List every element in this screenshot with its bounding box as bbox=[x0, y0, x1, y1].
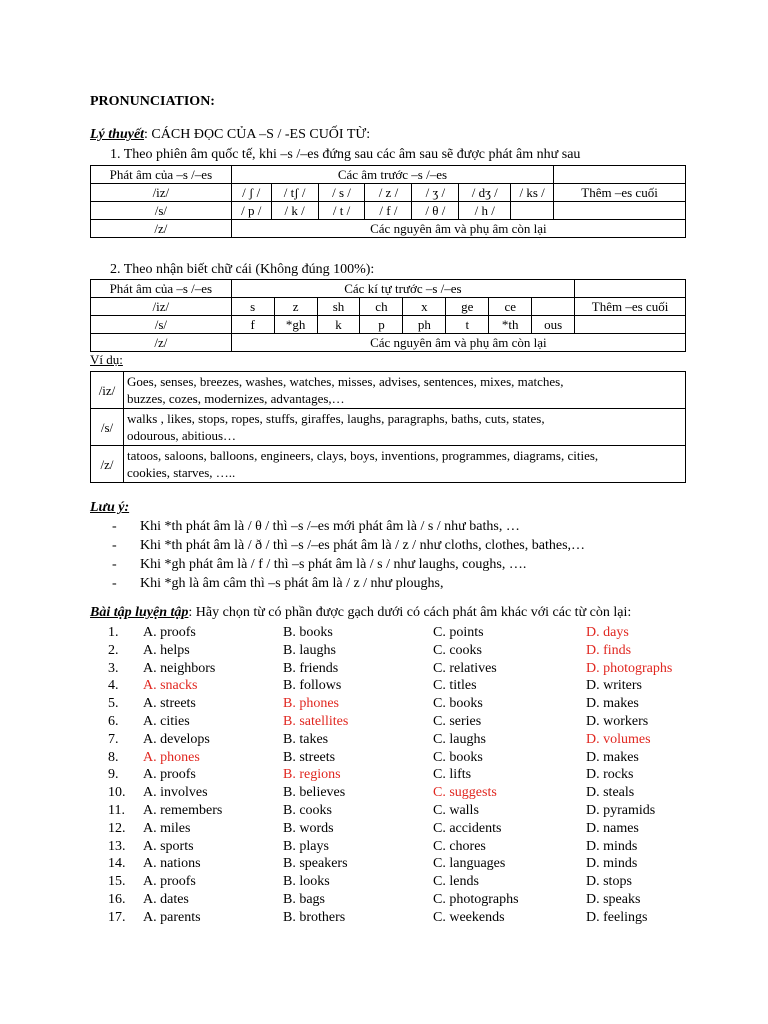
option-a: A. cities bbox=[143, 713, 190, 729]
question-number: 1. bbox=[108, 625, 119, 640]
option-b: B. brothers bbox=[283, 909, 346, 925]
option-b: B. believes bbox=[283, 785, 346, 801]
examples-table bbox=[90, 371, 686, 483]
question-number: 6. bbox=[108, 713, 119, 729]
exercise-instructions: : Hãy chọn từ có phần được gạch dưới có cách phát âm khác với các từ còn lại: bbox=[188, 605, 632, 620]
option-a: A. nations bbox=[143, 856, 201, 872]
question-list bbox=[90, 624, 710, 927]
theory-text: : CÁCH ĐỌC CỦA –S / -ES CUỐI TỪ: bbox=[144, 127, 371, 142]
question-row bbox=[90, 891, 710, 909]
question-row bbox=[90, 802, 710, 820]
question-row bbox=[90, 642, 710, 660]
question-number: 15. bbox=[108, 874, 126, 890]
letters-row-iz: /iz/ s z sh ch x ge ce Thêm –es cuối bbox=[91, 298, 686, 316]
question-row bbox=[90, 695, 710, 713]
option-d: D. photographs bbox=[586, 660, 673, 676]
option-a: A. proofs bbox=[143, 767, 196, 783]
note-item: - Khi *th phát âm là / θ / thì –s /–es mới phát âm là / s / như baths, … bbox=[112, 519, 520, 534]
option-a: A. snacks bbox=[143, 678, 198, 694]
ipa-header-right: Các âm trước –s /–es bbox=[231, 166, 553, 184]
question-number: 4. bbox=[108, 678, 119, 694]
question-number: 10. bbox=[108, 785, 126, 801]
question-row bbox=[90, 855, 710, 873]
example-row-s: /s/ walks , likes, stops, ropes, stuffs, giraffes, laughs, paragraphs, baths, cuts, states, odourous, abitious… bbox=[91, 409, 686, 446]
section-1-heading: 1. Theo phiên âm quốc tế, khi –s /–es đứng sau các âm sau sẽ được phát âm như sau bbox=[110, 147, 581, 162]
question-number: 11. bbox=[108, 802, 125, 818]
option-b: B. looks bbox=[283, 874, 330, 890]
option-b: B. takes bbox=[283, 731, 329, 747]
option-d: D. writers bbox=[586, 678, 642, 694]
question-number: 5. bbox=[108, 696, 119, 712]
question-number: 16. bbox=[108, 891, 126, 907]
letters-table bbox=[90, 279, 686, 352]
option-a: A. parents bbox=[143, 909, 201, 925]
note-item: - Khi *gh phát âm là / f / thì –s phát âm là / s / như laughs, coughs, …. bbox=[112, 557, 527, 572]
option-d: D. makes bbox=[586, 749, 639, 765]
example-label: Ví dụ: bbox=[90, 352, 123, 367]
option-b: B. books bbox=[283, 625, 333, 640]
option-a: A. proofs bbox=[143, 625, 196, 640]
question-number: 14. bbox=[108, 856, 126, 872]
question-row bbox=[90, 873, 710, 891]
question-row bbox=[90, 677, 710, 695]
question-number: 9. bbox=[108, 767, 119, 783]
option-b: B. words bbox=[283, 820, 334, 836]
option-d: D. pyramids bbox=[586, 802, 656, 818]
option-d: D. feelings bbox=[586, 909, 648, 925]
ipa-row-s: /s/ / p / / k / / t / / f / / θ / / h / bbox=[91, 202, 686, 220]
question-row bbox=[90, 766, 710, 784]
option-c: C. languages bbox=[433, 856, 506, 872]
letters-row-z: /z/ Các nguyên âm và phụ âm còn lại bbox=[91, 334, 686, 352]
option-b: B. laughs bbox=[283, 642, 336, 658]
option-d: D. stops bbox=[586, 874, 632, 890]
option-b: B. cooks bbox=[283, 802, 332, 818]
question-number: 8. bbox=[108, 749, 119, 765]
option-c: C. lends bbox=[433, 874, 479, 890]
question-row bbox=[90, 624, 710, 642]
section-2-heading: 2. Theo nhận biết chữ cái (Không đúng 100%): bbox=[110, 262, 375, 277]
option-c: C. cooks bbox=[433, 642, 482, 658]
exercise-label: Bài tập luyện tập bbox=[90, 605, 189, 620]
question-number: 17. bbox=[108, 909, 126, 925]
option-d: D. finds bbox=[586, 642, 632, 658]
option-c: C. weekends bbox=[433, 909, 505, 925]
exercise-heading bbox=[90, 605, 631, 621]
question-row bbox=[90, 909, 710, 927]
option-b: B. satellites bbox=[283, 713, 349, 729]
option-c: C. lifts bbox=[433, 767, 472, 783]
note-item: - Khi *gh là âm câm thì –s phát âm là / z / như ploughs, bbox=[112, 576, 444, 591]
letters-row-s: /s/ f *gh k p ph t *th ous bbox=[91, 316, 686, 334]
option-c: C. suggests bbox=[433, 785, 497, 801]
option-c: C. photographs bbox=[433, 891, 519, 907]
ipa-row-z: /z/ Các nguyên âm và phụ âm còn lại bbox=[91, 220, 686, 238]
example-row-z: /z/ tatoos, saloons, balloons, engineers, clays, boys, inventions, programmes, diagrams, cities, cookies, starves, ….. bbox=[91, 446, 686, 483]
ipa-header-left: Phát âm của –s /–es bbox=[91, 166, 232, 184]
option-a: A. phones bbox=[143, 749, 200, 765]
option-d: D. minds bbox=[586, 838, 638, 854]
option-d: D. speaks bbox=[586, 891, 641, 907]
note-item: - Khi *th phát âm là / ð / thì –s /–es phát âm là / z / như cloths, clothes, bathes,… bbox=[112, 538, 586, 553]
option-b: B. friends bbox=[283, 660, 339, 676]
option-d: D. steals bbox=[586, 785, 635, 801]
question-row bbox=[90, 660, 710, 678]
option-c: C. laughs bbox=[433, 731, 486, 747]
option-b: B. phones bbox=[283, 696, 339, 712]
notes-list bbox=[112, 517, 585, 593]
option-b: B. follows bbox=[283, 678, 342, 694]
option-c: C. walls bbox=[433, 802, 479, 818]
option-a: A. dates bbox=[143, 891, 189, 907]
letters-header-right: Các kí tự trước –s /–es bbox=[231, 280, 574, 298]
option-b: B. bags bbox=[283, 891, 325, 907]
option-a: A. sports bbox=[143, 838, 194, 854]
page-title: PRONUNCIATION: bbox=[90, 94, 215, 109]
option-a: A. remembers bbox=[143, 802, 223, 818]
question-number: 7. bbox=[108, 731, 119, 747]
option-a: A. neighbors bbox=[143, 660, 216, 676]
option-b: B. speakers bbox=[283, 856, 348, 872]
option-b: B. streets bbox=[283, 749, 336, 765]
question-number: 12. bbox=[108, 820, 126, 836]
option-c: C. books bbox=[433, 696, 483, 712]
option-c: C. series bbox=[433, 713, 482, 729]
ipa-row-iz: /iz/ / ʃ / / tʃ / / s / / z / / ʒ / / dʒ / / ks / Thêm –es cuối bbox=[91, 184, 686, 202]
question-row bbox=[90, 749, 710, 767]
option-d: D. minds bbox=[586, 856, 638, 872]
option-d: D. makes bbox=[586, 696, 639, 712]
question-row bbox=[90, 713, 710, 731]
option-c: C. accidents bbox=[433, 820, 502, 836]
option-d: D. workers bbox=[586, 713, 649, 729]
question-row bbox=[90, 838, 710, 856]
option-c: C. titles bbox=[433, 678, 477, 694]
question-number: 2. bbox=[108, 642, 119, 658]
letters-header-left: Phát âm của –s /–es bbox=[91, 280, 232, 298]
option-a: A. develops bbox=[143, 731, 210, 747]
option-b: B. plays bbox=[283, 838, 329, 854]
question-row bbox=[90, 784, 710, 802]
question-row bbox=[90, 731, 710, 749]
option-a: A. proofs bbox=[143, 874, 196, 890]
example-row-iz: /iz/ Goes, senses, breezes, washes, watches, misses, advises, sentences, mixes, matches, buzzes, cozes, modernizes, advantages,… bbox=[91, 372, 686, 409]
option-d: D. volumes bbox=[586, 731, 651, 747]
note-label: Lưu ý: bbox=[90, 500, 130, 515]
question-number: 3. bbox=[108, 660, 119, 676]
option-c: C. chores bbox=[433, 838, 486, 854]
ipa-table bbox=[90, 165, 686, 238]
option-a: A. involves bbox=[143, 785, 208, 801]
option-d: D. rocks bbox=[586, 767, 634, 783]
option-a: A. miles bbox=[143, 820, 191, 836]
option-c: C. points bbox=[433, 625, 484, 640]
theory-heading bbox=[90, 127, 370, 143]
option-a: A. streets bbox=[143, 696, 196, 712]
question-row bbox=[90, 820, 710, 838]
question-number: 13. bbox=[108, 838, 126, 854]
option-d: D. days bbox=[586, 625, 629, 640]
option-a: A. helps bbox=[143, 642, 190, 658]
option-c: C. books bbox=[433, 749, 483, 765]
option-d: D. names bbox=[586, 820, 639, 836]
option-b: B. regions bbox=[283, 767, 341, 783]
theory-label: Lý thuyết bbox=[90, 127, 145, 142]
option-c: C. relatives bbox=[433, 660, 497, 676]
